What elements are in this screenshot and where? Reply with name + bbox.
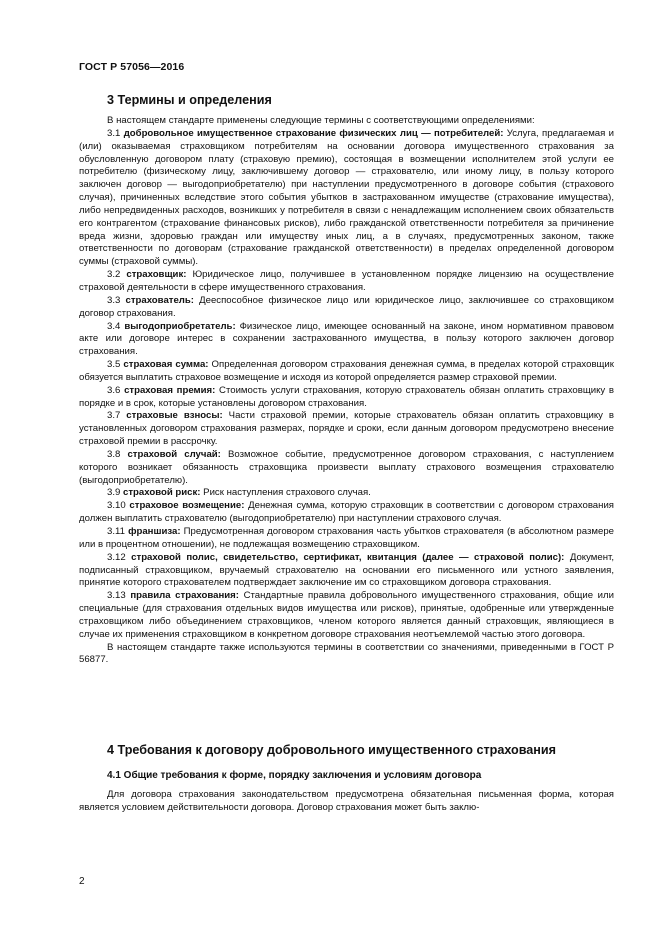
- term-entry: [79, 552, 614, 591]
- term-entry: [79, 410, 614, 449]
- section-3-body: [79, 115, 614, 667]
- term-definition: Документ, подписанный страховщиком, вручаемый страхователю на основании его письменного или устного заявления, принятие которого страхователем подтверждает заключение им со страховщиком договора страхования.: [79, 551, 614, 589]
- term-entry: [79, 295, 614, 321]
- term-entry: [79, 487, 614, 500]
- section-4-title: 4 Требования к договору добровольного имущественного страхования: [107, 743, 556, 757]
- term-number: 3.7: [107, 410, 121, 422]
- section-3-intro: В настоящем стандарте применены следующие термины с соответствующими определениями:: [107, 115, 535, 126]
- term-definition: Дееспособное физическое лицо или юридическое лицо, заключившее со страховщиком договор страхования.: [79, 294, 614, 319]
- term-name: страховщик:: [126, 269, 187, 281]
- term-entry: [79, 500, 614, 526]
- section-3-title: 3 Термины и определения: [107, 93, 272, 107]
- term-name: правила страхования:: [130, 590, 239, 602]
- term-definition: Денежная сумма, которую страховщик в соответствии с договором страхования должен выплатить страхователю (выгодоприобретателю) при наступлении страхового случая.: [79, 500, 614, 525]
- section-3-outro: В настоящем стандарте также используются термины в соответствии со значениями, приведенными в ГОСТ Р 56877.: [79, 641, 614, 666]
- term-definition: Услуга, предлагаемая и (или) оказываемая страховщиком потребителям на основании договора имущественного страхования за обусловленную договором плату (страховую премию), состоящая в возмещении исполнителем этой услуги ее потребителю (физическому лицу, заключившему договор — страхователю, или иному лицу, в пользу которого заключен договор — выгодоприобретателю) при наступлении предусмотренного в договоре события (страхового случая), причиненных вследствие этого события убытков в застрахованном имуществе (страхование имущества), либо непредвиденных расходов, возникших у потребителя в связи с ненадлежащим исполнением своих обязательств его контрагентом (страхование финансовых рисков), либо гражданской ответственности потребителя за причинение вреда жизни, здоровью граждан или имуществу иных лиц, а в случаях, предусмотренных законом, также ответственности по договорам (страхование гражданской ответственности) в пределах определенной договором суммы (страховой суммы).: [79, 127, 615, 268]
- term-name: страховой полис, свидетельство, сертификат, квитанция (далее — страховой полис):: [131, 551, 565, 563]
- term-entry: [79, 449, 614, 488]
- term-number: 3.5: [107, 359, 121, 371]
- term-definition: Части страховой премии, которые страхователь обязан оплатить страховщику в установленных договором страхования размерах, порядке и сроки, если данным договором предусмотрено внесение страховой премии в рассрочку.: [79, 410, 614, 448]
- term-name: выгодоприобретатель:: [124, 320, 236, 332]
- term-definition: Определенная договором страхования денежная сумма, в пределах которой страховщик обязуется выплатить страховое возмещение и исходя из которой определяется размер страховой премии.: [79, 359, 614, 383]
- term-name: страховые взносы:: [126, 410, 223, 422]
- terms-list: [79, 128, 614, 642]
- term-name: страхователь:: [125, 294, 194, 306]
- term-definition: Риск наступления страхового случая.: [200, 487, 371, 499]
- term-number: 3.1: [107, 127, 121, 139]
- term-number: 3.4: [107, 320, 121, 332]
- term-number: 3.6: [107, 384, 121, 396]
- term-name: франшиза:: [128, 526, 181, 537]
- term-number: 3.3: [107, 294, 121, 306]
- term-entry: [79, 128, 614, 269]
- term-definition: Стоимость услуги страхования, которую страхователь обязан оплатить страховщику в порядке и в срок, которые установлены договором страхования.: [79, 384, 614, 409]
- term-entry: [79, 359, 614, 385]
- term-name: добровольное имущественное страхование физических лиц — потребителей:: [123, 127, 504, 139]
- term-entry: [79, 526, 614, 552]
- term-definition: Возможное событие, предусмотренное договором страхования, с наступлением которого возникает обязанность страховщика произвести выплату страхового возмещения страхователю (выгодоприобретателю).: [79, 448, 614, 486]
- term-definition: Предусмотренная договором страхования часть убытков страхователя (в абсолютном размере или в процентном отношении), не подлежащая возмещению страховщиком.: [79, 526, 614, 550]
- term-entry: [79, 269, 614, 295]
- term-name: страховое возмещение:: [129, 500, 245, 512]
- term-name: страховой случай:: [127, 448, 221, 460]
- term-name: страховая сумма:: [123, 359, 209, 371]
- term-definition: Юридическое лицо, получившее в установленном порядке лицензию на осуществление страховой деятельности в сфере имущественного страхования.: [79, 269, 614, 293]
- term-number: 3.11: [107, 526, 125, 537]
- section-4-1-title: 4.1 Общие требования к форме, порядку заключения и условиям договора: [107, 770, 482, 781]
- section-4-body: [79, 789, 614, 815]
- term-number: 3.12: [107, 551, 126, 563]
- term-number: 3.2: [107, 269, 121, 281]
- term-number: 3.8: [107, 448, 121, 460]
- term-definition: Стандартные правила добровольного имущественного страхования, общие или специальные (для страхования отдельных видов имущества или рисков), принятые, одобренные или утвержденные страховщиком либо объединением страховщиков, членом которого является данный страховщик, являющиеся в случае их применения страховщиком в конкретном договоре страхования неотъемлемой частью этого договора.: [79, 590, 614, 640]
- term-definition: Физическое лицо, имеющее основанный на законе, ином нормативном правовом акте или договоре интерес в сохранении застрахованного имущества, в пользу которого заключен договор страхования.: [79, 320, 614, 358]
- section-4-para: Для договора страхования законодательством предусмотрена обязательная письменная форма, которая является условием действительности договора. Договор страхования может быть заклю-: [79, 789, 614, 813]
- document-header: ГОСТ Р 57056—2016: [79, 61, 185, 73]
- page-number: 2: [79, 876, 85, 887]
- term-number: 3.13: [107, 590, 126, 602]
- term-name: страховая премия:: [124, 384, 216, 396]
- term-entry: [79, 385, 614, 411]
- term-name: страховой риск:: [123, 487, 201, 499]
- term-number: 3.9: [107, 487, 121, 499]
- term-entry: [79, 321, 614, 360]
- term-number: 3.10: [107, 500, 126, 512]
- term-entry: [79, 590, 614, 641]
